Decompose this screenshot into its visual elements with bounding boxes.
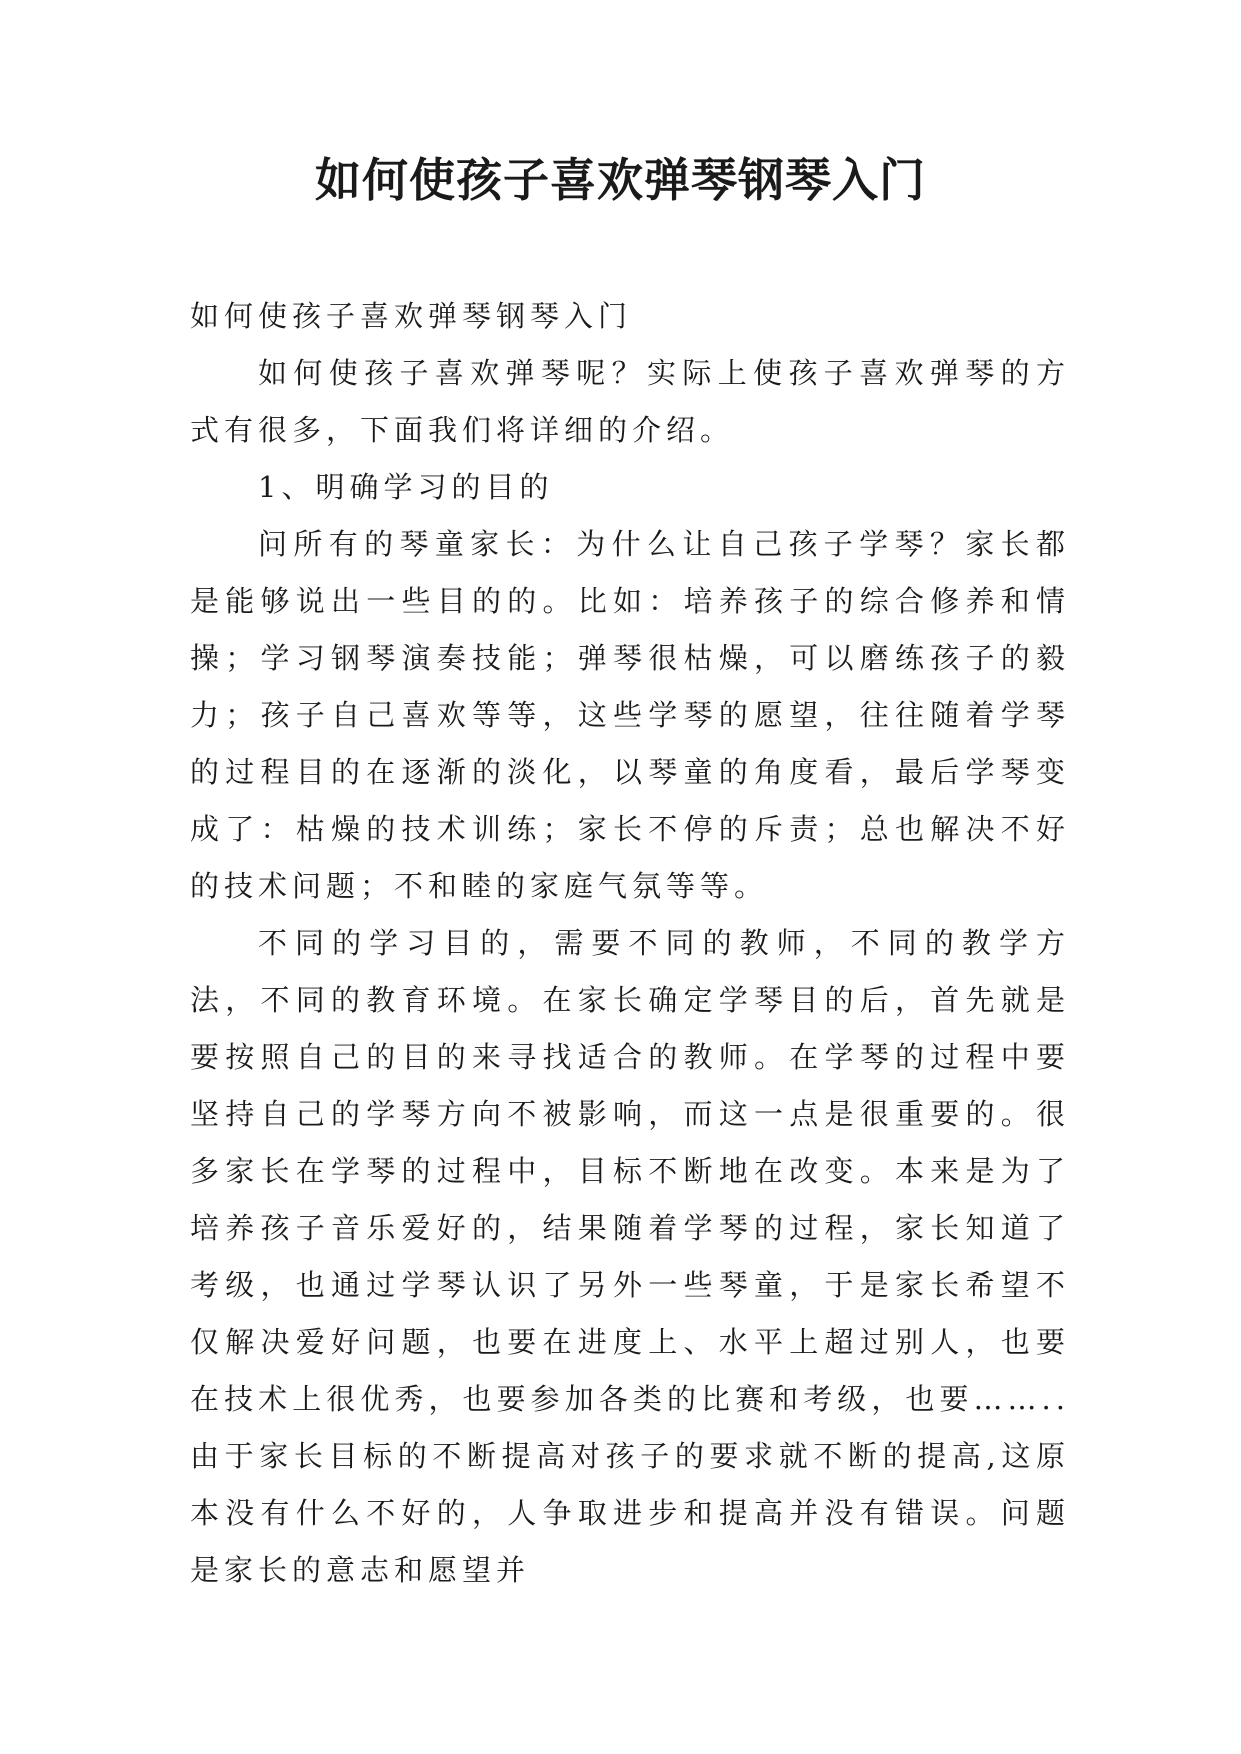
document-title: 如何使孩子喜欢弹琴钢琴入门 xyxy=(315,153,926,207)
section-heading: 1、明确学习的目的 xyxy=(258,470,554,504)
document-body xyxy=(190,288,1070,1599)
body-paragraph: 不同的学习目的，需要不同的教师，不同的教学方法，不同的教育环境。在家长确定学琴目的后，首先就是要按照自己的目的来寻找适合的教师。在学琴的过程中要坚持自己的学琴方向不被影响，而这一点是很重要的。很多家长在学琴的过程中，目标不断地在改变。本来是为了培养孩子音乐爱好的，结果随着学琴的过程，家长知道了考级，也通过学琴认识了另外一些琴童，于是家长希望不仅解决爱好问题，也要在进度上、水平上超过别人，也要在技术上很优秀，也要参加各类的比赛和考级，也要…….. 由于家长目标的不断提高对孩子的要求就不断的提高,这原本没有什么不好的，人争取进步和提高并没有错误。问题是家长的意志和愿望并 xyxy=(190,926,1070,1587)
body-paragraph: 问所有的琴童家长：为什么让自己孩子学琴？家长都是能够说出一些目的的。比如：培养孩子的综合修养和情操；学习钢琴演奏技能；弹琴很枯燥，可以磨练孩子的毅力；孩子自己喜欢等等，这些学琴的愿望，往往随着学琴的过程目的在逐渐的淡化，以琴童的角度看，最后学琴变成了：枯燥的技术训练；家长不停的斥责；总也解决不好的技术问题；不和睦的家庭气氛等等。 xyxy=(190,527,1070,903)
subtitle-paragraph: 如何使孩子喜欢弹琴钢琴入门 xyxy=(190,299,633,333)
intro-paragraph: 如何使孩子喜欢弹琴呢？实际上使孩子喜欢弹琴的方式有很多，下面我们将详细的介绍。 xyxy=(190,356,1070,447)
